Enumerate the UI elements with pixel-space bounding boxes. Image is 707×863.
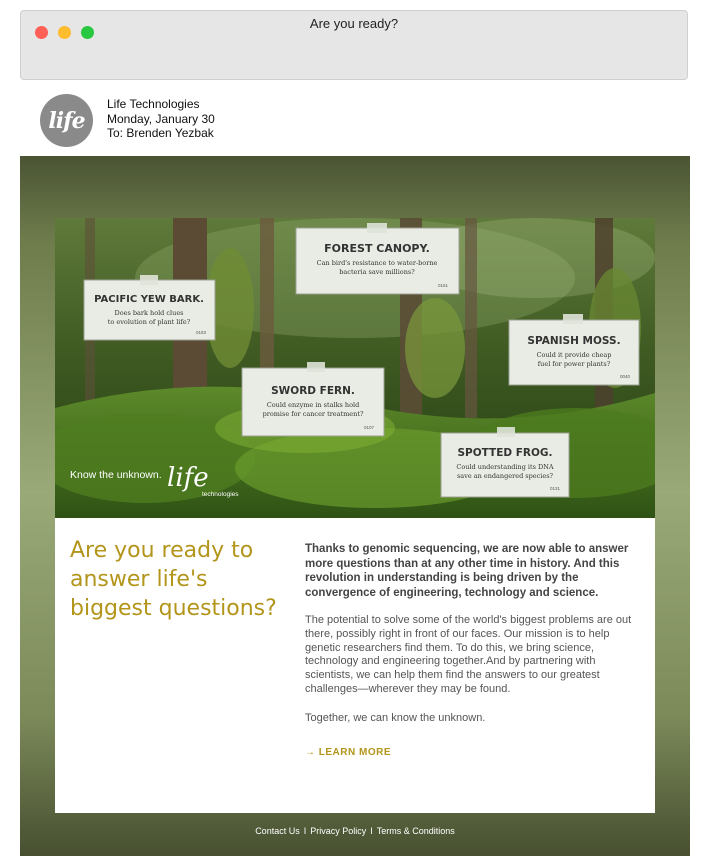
hero-card-pacific-yew-bark [84, 275, 215, 340]
hero-tagline: Know the unknown. [70, 469, 162, 481]
card-question: to evolution of plant life? [107, 318, 191, 326]
card-number: 0131 [549, 486, 561, 491]
hero-forest-image [55, 218, 655, 518]
sender-avatar [40, 94, 93, 147]
card-number: 0183 [195, 330, 207, 335]
hero-card-spotted-frog [441, 427, 569, 497]
card-question: promise for cancer treatment? [262, 410, 364, 418]
footer-separator: I [370, 826, 373, 836]
card-title: SPOTTED FROG. [457, 447, 553, 459]
card-question: bacteria save millions? [339, 268, 415, 276]
email-recipient: To: Brenden Yezbak [107, 126, 214, 140]
window-title-bar [20, 10, 688, 80]
card-question: Could understanding its DNA [456, 463, 554, 471]
card-title: FOREST CANOPY. [324, 242, 430, 255]
card-question: Could it provide cheap [536, 351, 612, 359]
email-date: Monday, January 30 [107, 111, 215, 126]
card-question: save an endangered species? [456, 472, 554, 480]
sender-name: Life Technologies [107, 97, 200, 111]
sender-avatar-logo: life [48, 107, 85, 134]
lead-paragraph: Thanks to genomic sequencing, we are now able to answer more questions than at any other time in history. And this revolution in understanding is being driven by the convergence of engineering, technology and science. [305, 543, 629, 599]
card-title: PACIFIC YEW BARK. [94, 294, 204, 305]
footer-separator: I [303, 826, 307, 836]
card-question: Could enzyme in stalks hold [266, 401, 360, 409]
card-question: Does bark hold clues [114, 309, 184, 317]
learn-more-link[interactable] [305, 747, 391, 758]
email-meta [107, 97, 215, 141]
hero-logo-subtext: technologies [202, 491, 239, 498]
footer [20, 826, 690, 836]
email-body-frame [20, 156, 690, 856]
hero-card-sword-fern [242, 362, 384, 436]
card-number: 0107 [363, 425, 375, 430]
content-card [55, 218, 655, 813]
hero-card-forest-canopy [296, 223, 459, 294]
closing-line: Together, we can know the unknown. [305, 712, 486, 724]
hero-card-spanish-moss [509, 314, 639, 385]
window-title: Are you ready? [309, 16, 399, 31]
arrow-right-icon: → [305, 747, 316, 758]
body-paragraph: The potential to solve some of the world's biggest problems are out there, possibly right in front of our faces. Our mission is to help genetic researchers find them. To do this, we bring science, technology and engineering together.And by partnering with scientists, we can help them find the answers to our greatest challenges—wherever they may be found. [305, 614, 632, 695]
hero-logo-word: life [167, 463, 209, 493]
card-number: 0161 [437, 283, 449, 288]
card-question: Can bird's resistance to water-borne [316, 259, 438, 267]
footer-privacy-link[interactable]: Privacy Policy [310, 826, 367, 836]
learn-more-label: LEARN MORE [318, 747, 392, 758]
card-number: 0040 [619, 374, 631, 379]
headline: Are you ready to answer life's biggest questions? [70, 538, 277, 621]
card-question: fuel for power plants? [537, 360, 611, 368]
footer-contact-link[interactable]: Contact Us [255, 826, 300, 836]
card-title: SPANISH MOSS. [527, 335, 621, 347]
card-title: SWORD FERN. [271, 385, 355, 397]
footer-terms-link[interactable]: Terms & Conditions [376, 826, 455, 836]
